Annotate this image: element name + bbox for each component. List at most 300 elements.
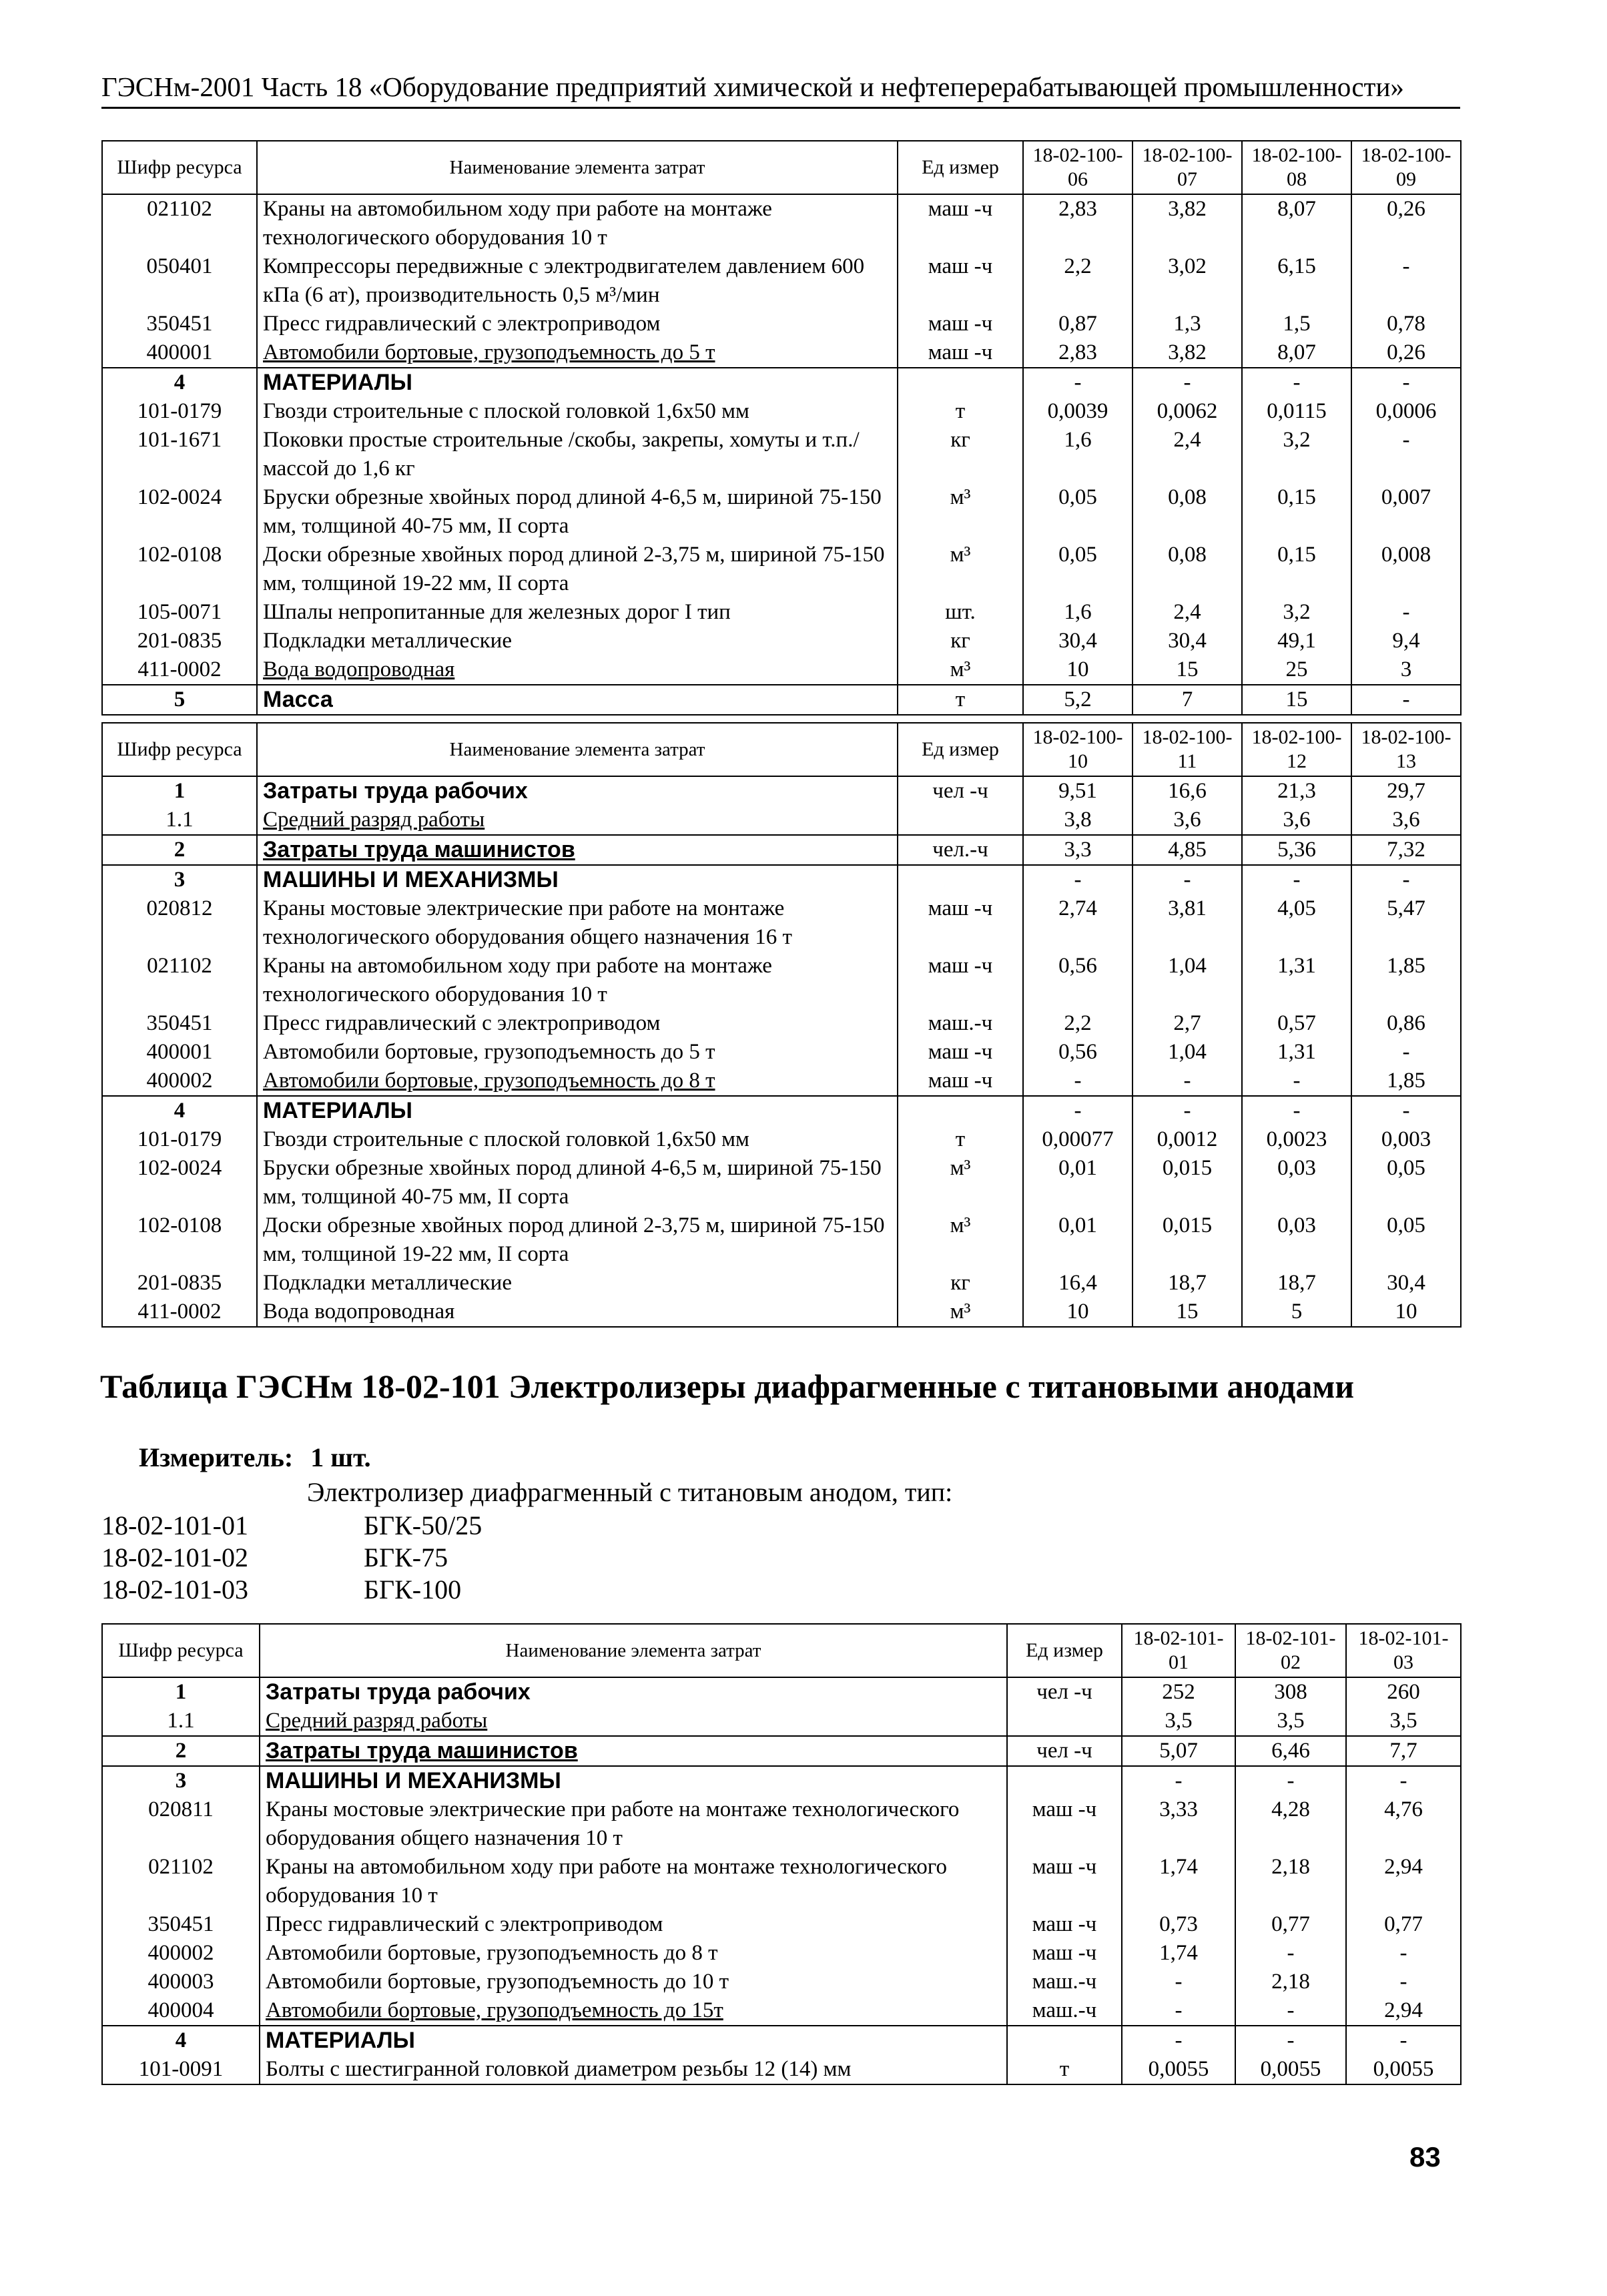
measure-label: Измеритель: — [139, 1442, 294, 1472]
resource-unit: м³ — [898, 1298, 1023, 1327]
resource-table-101 — [101, 1623, 1462, 2085]
resource-name: Вода водопроводная — [257, 655, 898, 685]
resource-value: 308 — [1235, 1677, 1346, 1707]
resource-value: 1,31 — [1242, 1038, 1351, 1067]
resource-value: - — [1122, 2026, 1235, 2055]
resource-code: 101-0179 — [102, 1125, 257, 1154]
resource-value: 0,0115 — [1242, 397, 1351, 426]
variant-code: 18-02-101-01 — [101, 1510, 248, 1540]
resource-table-100-10-13 — [101, 722, 1462, 1328]
resource-unit: маш -ч — [898, 338, 1023, 368]
resource-value: - — [1351, 368, 1461, 397]
resource-value: - — [1133, 1067, 1242, 1096]
resource-value: - — [1351, 252, 1461, 310]
resource-value: 3,5 — [1346, 1707, 1461, 1736]
resource-unit: маш -ч — [1007, 1795, 1122, 1853]
resource-value: 2,83 — [1023, 194, 1133, 252]
resource-unit: маш -ч — [1007, 1853, 1122, 1910]
resource-value: - — [1122, 1766, 1235, 1795]
resource-value: - — [1023, 1096, 1133, 1125]
table-row — [102, 776, 1461, 806]
resource-value: 0,08 — [1133, 483, 1242, 541]
table-row — [102, 426, 1461, 483]
table-row — [102, 1211, 1461, 1269]
resource-name: Бруски обрезные хвойных пород длиной 4-6,5 м, шириной 75-150 мм, толщиной 40-75 мм, II сорта — [257, 1154, 898, 1211]
resource-name: Пресс гидравлический с электроприводом — [257, 1009, 898, 1038]
resource-value: 0,015 — [1133, 1154, 1242, 1211]
resource-value: - — [1242, 865, 1351, 894]
page-header: ГЭСНм-2001 Часть 18 «Оборудование предприятий химической и нефтеперерабатывающей промышленности» — [101, 71, 1460, 109]
resource-value: 1,5 — [1242, 310, 1351, 338]
header-unit: Ед измер — [1007, 1624, 1122, 1677]
resource-value: - — [1346, 1939, 1461, 1968]
table-body — [102, 194, 1461, 715]
resource-code: 021102 — [102, 952, 257, 1009]
resource-value: 3,8 — [1023, 806, 1133, 835]
resource-value: - — [1242, 1096, 1351, 1125]
resource-value: - — [1235, 1939, 1346, 1968]
resource-value: 0,05 — [1351, 1154, 1461, 1211]
resource-value: 3,6 — [1133, 806, 1242, 835]
page-number: 83 — [1409, 2141, 1441, 2173]
resource-value: 10 — [1023, 1298, 1133, 1327]
resource-value: 3,3 — [1023, 835, 1133, 865]
resource-code: 350451 — [102, 310, 257, 338]
resource-value: 21,3 — [1242, 776, 1351, 806]
variant-code: 18-02-101-02 — [101, 1542, 248, 1572]
resource-code: 050401 — [102, 252, 257, 310]
table-row — [102, 1009, 1461, 1038]
table-row — [102, 806, 1461, 835]
table-header-row — [102, 723, 1461, 776]
resource-value: 3,5 — [1122, 1707, 1235, 1736]
resource-value: 30,4 — [1023, 627, 1133, 655]
resource-value: 49,1 — [1242, 627, 1351, 655]
resource-value: 1,85 — [1351, 952, 1461, 1009]
resource-code: 411-0002 — [102, 655, 257, 685]
resource-value: 2,4 — [1133, 598, 1242, 627]
table-row — [102, 1269, 1461, 1298]
resource-value: - — [1242, 1067, 1351, 1096]
resource-code: 102-0108 — [102, 541, 257, 598]
resource-value: 0,0012 — [1133, 1125, 1242, 1154]
table-row — [102, 1766, 1461, 1795]
resource-name: Краны мостовые электрические при работе на монтаже технологического оборудования общего назначения 16 т — [257, 894, 898, 952]
table-row — [102, 1038, 1461, 1067]
resource-value: 3,5 — [1235, 1707, 1346, 1736]
header-rate-code: 18-02-100-09 — [1351, 141, 1461, 194]
resource-value: - — [1023, 1067, 1133, 1096]
resource-value: 4,85 — [1133, 835, 1242, 865]
header-rate-code: 18-02-100-08 — [1242, 141, 1351, 194]
resource-value: 2,7 — [1133, 1009, 1242, 1038]
header-code: Шифр ресурса — [102, 1624, 260, 1677]
resource-name: Затраты труда машинистов — [260, 1736, 1007, 1766]
resource-value: 0,05 — [1351, 1211, 1461, 1269]
resource-value: 0,00077 — [1023, 1125, 1133, 1154]
table-row — [102, 1939, 1461, 1968]
resource-value: 9,51 — [1023, 776, 1133, 806]
resource-value: 5,47 — [1351, 894, 1461, 952]
resource-value: - — [1133, 1096, 1242, 1125]
measure-value: 1 шт. — [310, 1442, 371, 1472]
resource-value: 16,6 — [1133, 776, 1242, 806]
resource-name: Пресс гидравлический с электроприводом — [257, 310, 898, 338]
table-row — [102, 1067, 1461, 1096]
resource-code: 020811 — [102, 1795, 260, 1853]
resource-value: 0,77 — [1346, 1910, 1461, 1939]
resource-value: - — [1346, 1766, 1461, 1795]
resource-name: Затраты труда рабочих — [260, 1677, 1007, 1707]
resource-code: 105-0071 — [102, 598, 257, 627]
resource-unit: кг — [898, 1269, 1023, 1298]
resource-value: 18,7 — [1242, 1269, 1351, 1298]
resource-code: 101-1671 — [102, 426, 257, 483]
resource-value: - — [1351, 1038, 1461, 1067]
table-row — [102, 598, 1461, 627]
resource-code: 102-0024 — [102, 483, 257, 541]
section-title: Таблица ГЭСНм 18-02-101 Электролизеры диафрагменные с титановыми анодами — [100, 1368, 1355, 1405]
resource-unit: шт. — [898, 598, 1023, 627]
resource-unit: чел.-ч — [898, 835, 1023, 865]
resource-unit — [1007, 1766, 1122, 1795]
table-row — [102, 1677, 1461, 1707]
resource-name: Краны мостовые электрические при работе на монтаже технологического оборудования общего назначения 10 т — [260, 1795, 1007, 1853]
resource-value: 2,18 — [1235, 1968, 1346, 1996]
resource-code: 201-0835 — [102, 627, 257, 655]
resource-code: 3 — [102, 865, 257, 894]
table-row — [102, 835, 1461, 865]
header-rate-code: 18-02-100-12 — [1242, 723, 1351, 776]
table-row — [102, 1968, 1461, 1996]
resource-unit: кг — [898, 627, 1023, 655]
resource-value: - — [1235, 2026, 1346, 2055]
resource-value: 0,26 — [1351, 338, 1461, 368]
resource-code: 400001 — [102, 338, 257, 368]
resource-code: 101-0091 — [102, 2055, 260, 2084]
resource-code: 4 — [102, 1096, 257, 1125]
resource-name: Гвозди строительные с плоской головкой 1,6х50 мм — [257, 1125, 898, 1154]
resource-value: 5 — [1242, 1298, 1351, 1327]
resource-value: 0,007 — [1351, 483, 1461, 541]
resource-value: 1,74 — [1122, 1939, 1235, 1968]
resource-value: 7 — [1133, 685, 1242, 715]
resource-value: - — [1351, 1096, 1461, 1125]
table-header-row — [102, 141, 1461, 194]
resource-name: Пресс гидравлический с электроприводом — [260, 1910, 1007, 1939]
resource-value: 10 — [1351, 1298, 1461, 1327]
resource-value: - — [1351, 685, 1461, 715]
resource-unit — [1007, 2026, 1122, 2055]
resource-value: - — [1346, 2026, 1461, 2055]
resource-unit: м³ — [898, 1154, 1023, 1211]
resource-name: Подкладки металлические — [257, 627, 898, 655]
resource-value: 3,82 — [1133, 194, 1242, 252]
resource-name: Гвозди строительные с плоской головкой 1,6х50 мм — [257, 397, 898, 426]
table-row — [102, 1707, 1461, 1736]
resource-unit: м³ — [898, 541, 1023, 598]
resource-unit: маш -ч — [1007, 1910, 1122, 1939]
resource-name: Автомобили бортовые, грузоподъемность до 10 т — [260, 1968, 1007, 1996]
resource-unit — [898, 865, 1023, 894]
resource-value: 3,33 — [1122, 1795, 1235, 1853]
resource-value: 16,4 — [1023, 1269, 1133, 1298]
resource-value: 10 — [1023, 655, 1133, 685]
resource-code: 102-0024 — [102, 1154, 257, 1211]
table-row — [102, 483, 1461, 541]
resource-value: 0,003 — [1351, 1125, 1461, 1154]
resource-code: 400002 — [102, 1939, 260, 1968]
resource-value: 3,81 — [1133, 894, 1242, 952]
resource-code: 021102 — [102, 194, 257, 252]
resource-value: 1,74 — [1122, 1853, 1235, 1910]
table-row — [102, 252, 1461, 310]
table-row — [102, 1125, 1461, 1154]
resource-code: 201-0835 — [102, 1269, 257, 1298]
table-row — [102, 1154, 1461, 1211]
header-rate-code: 18-02-100-10 — [1023, 723, 1133, 776]
resource-value: 4,76 — [1346, 1795, 1461, 1853]
variant-row — [101, 1510, 482, 1541]
resource-unit: т — [898, 1125, 1023, 1154]
resource-value: 260 — [1346, 1677, 1461, 1707]
resource-name: Автомобили бортовые, грузоподъемность до 15т — [260, 1996, 1007, 2026]
resource-unit — [898, 1096, 1023, 1125]
resource-value: - — [1122, 1968, 1235, 1996]
resource-name: Средний разряд работы — [260, 1707, 1007, 1736]
resource-value: 0,56 — [1023, 1038, 1133, 1067]
resource-value: - — [1133, 865, 1242, 894]
resource-value: 15 — [1133, 655, 1242, 685]
resource-value: 0,26 — [1351, 194, 1461, 252]
resource-value: 0,05 — [1023, 483, 1133, 541]
resource-unit — [898, 368, 1023, 397]
resource-code: 4 — [102, 2026, 260, 2055]
resource-unit: маш -ч — [898, 252, 1023, 310]
resource-value: 0,0006 — [1351, 397, 1461, 426]
table-row — [102, 685, 1461, 715]
resource-unit: маш.-ч — [1007, 1968, 1122, 1996]
resource-name: Средний разряд работы — [257, 806, 898, 835]
resource-name: Затраты труда машинистов — [257, 835, 898, 865]
resource-name: Вода водопроводная — [257, 1298, 898, 1327]
resource-value: 3,6 — [1242, 806, 1351, 835]
resource-code: 1 — [102, 776, 257, 806]
resource-name: Компрессоры передвижные с электродвигателем давлением 600 кПа (6 ат), производительность 0,5 м³/мин — [257, 252, 898, 310]
table-row — [102, 338, 1461, 368]
resource-name: Масса — [257, 685, 898, 715]
resource-name: Болты с шестигранной головкой диаметром резьбы 12 (14) мм — [260, 2055, 1007, 2084]
table-row — [102, 1795, 1461, 1853]
resource-code: 1.1 — [102, 1707, 260, 1736]
resource-unit: маш -ч — [1007, 1939, 1122, 1968]
resource-value: - — [1346, 1968, 1461, 1996]
variant-type: БГК-50/25 — [364, 1510, 483, 1540]
resource-unit: м³ — [898, 483, 1023, 541]
resource-unit: маш -ч — [898, 194, 1023, 252]
resource-name: МАТЕРИАЛЫ — [257, 1096, 898, 1125]
resource-value: - — [1235, 1766, 1346, 1795]
resource-value: 0,0062 — [1133, 397, 1242, 426]
resource-value: 8,07 — [1242, 338, 1351, 368]
resource-value: - — [1242, 368, 1351, 397]
table-row — [102, 368, 1461, 397]
resource-table-100-06-09 — [101, 140, 1462, 715]
resource-code: 4 — [102, 368, 257, 397]
resource-name: Затраты труда рабочих — [257, 776, 898, 806]
resource-name: Доски обрезные хвойных пород длиной 2-3,75 м, шириной 75-150 мм, толщиной 19-22 мм, II сорта — [257, 1211, 898, 1269]
resource-value: 15 — [1242, 685, 1351, 715]
table-row — [102, 952, 1461, 1009]
resource-value: 2,74 — [1023, 894, 1133, 952]
resource-code: 102-0108 — [102, 1211, 257, 1269]
resource-value: 0,77 — [1235, 1910, 1346, 1939]
resource-value: - — [1351, 598, 1461, 627]
resource-value: 0,08 — [1133, 541, 1242, 598]
resource-value: 0,57 — [1242, 1009, 1351, 1038]
table-row — [102, 1853, 1461, 1910]
resource-unit: т — [898, 397, 1023, 426]
resource-value: 3,2 — [1242, 426, 1351, 483]
resource-name: Поковки простые строительные /скобы, закрепы, хомуты и т.п./ массой до 1,6 кг — [257, 426, 898, 483]
resource-value: 0,03 — [1242, 1211, 1351, 1269]
header-rate-code: 18-02-100-13 — [1351, 723, 1461, 776]
table-row — [102, 1736, 1461, 1766]
table-row — [102, 627, 1461, 655]
resource-code: 020812 — [102, 894, 257, 952]
header-name: Наименование элемента затрат — [257, 723, 898, 776]
table-row — [102, 1910, 1461, 1939]
resource-value: 0,03 — [1242, 1154, 1351, 1211]
resource-value: 29,7 — [1351, 776, 1461, 806]
resource-value: 6,15 — [1242, 252, 1351, 310]
resource-value: 1,31 — [1242, 952, 1351, 1009]
resource-name: МАТЕРИАЛЫ — [257, 368, 898, 397]
resource-value: 0,008 — [1351, 541, 1461, 598]
resource-code: 5 — [102, 685, 257, 715]
resource-value: 0,01 — [1023, 1211, 1133, 1269]
table-row — [102, 310, 1461, 338]
variant-type: БГК-75 — [364, 1542, 448, 1572]
resource-code: 400001 — [102, 1038, 257, 1067]
resource-code: 3 — [102, 1766, 260, 1795]
resource-code: 350451 — [102, 1009, 257, 1038]
resource-code: 400004 — [102, 1996, 260, 2026]
resource-unit: чел -ч — [1007, 1736, 1122, 1766]
resource-unit: м³ — [898, 655, 1023, 685]
resource-name: МАШИНЫ И МЕХАНИЗМЫ — [260, 1766, 1007, 1795]
resource-value: 0,86 — [1351, 1009, 1461, 1038]
header-name: Наименование элемента затрат — [260, 1624, 1007, 1677]
resource-value: - — [1122, 1996, 1235, 2026]
resource-unit: маш -ч — [898, 952, 1023, 1009]
resource-value: 2,83 — [1023, 338, 1133, 368]
resource-value: - — [1023, 865, 1133, 894]
variant-description: Электролизер диафрагменный с титановым анодом, тип: — [307, 1477, 953, 1507]
resource-value: 0,01 — [1023, 1154, 1133, 1211]
resource-value: 1,3 — [1133, 310, 1242, 338]
resource-value: 0,15 — [1242, 483, 1351, 541]
resource-name: Автомобили бортовые, грузоподъемность до 8 т — [260, 1939, 1007, 1968]
resource-name: Автомобили бортовые, грузоподъемность до 8 т — [257, 1067, 898, 1096]
header-code: Шифр ресурса — [102, 141, 257, 194]
resource-code: 2 — [102, 1736, 260, 1766]
resource-value: 7,7 — [1346, 1736, 1461, 1766]
resource-code: 350451 — [102, 1910, 260, 1939]
resource-value: 0,0023 — [1242, 1125, 1351, 1154]
resource-unit: маш -ч — [898, 1067, 1023, 1096]
resource-name: Краны на автомобильном ходу при работе на монтаже технологического оборудования 10 т — [260, 1853, 1007, 1910]
resource-value: - — [1351, 865, 1461, 894]
header-rate-code: 18-02-101-01 — [1122, 1624, 1235, 1677]
resource-value: 6,46 — [1235, 1736, 1346, 1766]
table-row — [102, 2026, 1461, 2055]
variant-code: 18-02-101-03 — [101, 1574, 248, 1605]
resource-value: 2,2 — [1023, 252, 1133, 310]
resource-value: - — [1235, 1996, 1346, 2026]
resource-value: 0,0055 — [1346, 2055, 1461, 2084]
resource-name: Бруски обрезные хвойных пород длиной 4-6,5 м, шириной 75-150 мм, толщиной 40-75 мм, II сорта — [257, 483, 898, 541]
resource-value: 5,07 — [1122, 1736, 1235, 1766]
resource-unit: м³ — [898, 1211, 1023, 1269]
resource-value: 0,87 — [1023, 310, 1133, 338]
resource-value: 30,4 — [1133, 627, 1242, 655]
resource-value: 3,82 — [1133, 338, 1242, 368]
variant-row — [101, 1574, 461, 1605]
resource-unit — [898, 806, 1023, 835]
resource-name: МАТЕРИАЛЫ — [260, 2026, 1007, 2055]
table-row — [102, 397, 1461, 426]
resource-value: 3 — [1351, 655, 1461, 685]
resource-value: 18,7 — [1133, 1269, 1242, 1298]
header-rate-code: 18-02-101-03 — [1346, 1624, 1461, 1677]
resource-code: 400002 — [102, 1067, 257, 1096]
table-body — [102, 1677, 1461, 2084]
header-name: Наименование элемента затрат — [257, 141, 898, 194]
resource-value: 25 — [1242, 655, 1351, 685]
resource-value: 0,0055 — [1122, 2055, 1235, 2084]
resource-value: 0,15 — [1242, 541, 1351, 598]
resource-value: 5,2 — [1023, 685, 1133, 715]
variant-row — [101, 1542, 448, 1573]
resource-unit: маш.-ч — [1007, 1996, 1122, 2026]
table-row — [102, 894, 1461, 952]
resource-unit: т — [898, 685, 1023, 715]
resource-code: 021102 — [102, 1853, 260, 1910]
resource-value: 1,6 — [1023, 598, 1133, 627]
resource-value: 2,94 — [1346, 1996, 1461, 2026]
header-rate-code: 18-02-100-11 — [1133, 723, 1242, 776]
header-rate-code: 18-02-100-07 — [1133, 141, 1242, 194]
resource-value: 0,56 — [1023, 952, 1133, 1009]
resource-name: Краны на автомобильном ходу при работе на монтаже технологического оборудования 10 т — [257, 952, 898, 1009]
resource-name: Подкладки металлические — [257, 1269, 898, 1298]
header-rate-code: 18-02-100-06 — [1023, 141, 1133, 194]
resource-value: 9,4 — [1351, 627, 1461, 655]
resource-value: - — [1351, 426, 1461, 483]
table-row — [102, 2055, 1461, 2084]
resource-value: 2,2 — [1023, 1009, 1133, 1038]
table-body — [102, 776, 1461, 1327]
resource-value: 252 — [1122, 1677, 1235, 1707]
header-unit: Ед измер — [898, 141, 1023, 194]
resource-value: 0,05 — [1023, 541, 1133, 598]
resource-value: 0,0039 — [1023, 397, 1133, 426]
resource-value: 2,4 — [1133, 426, 1242, 483]
resource-value: 3,6 — [1351, 806, 1461, 835]
resource-value: 0,0055 — [1235, 2055, 1346, 2084]
resource-value: 1,6 — [1023, 426, 1133, 483]
